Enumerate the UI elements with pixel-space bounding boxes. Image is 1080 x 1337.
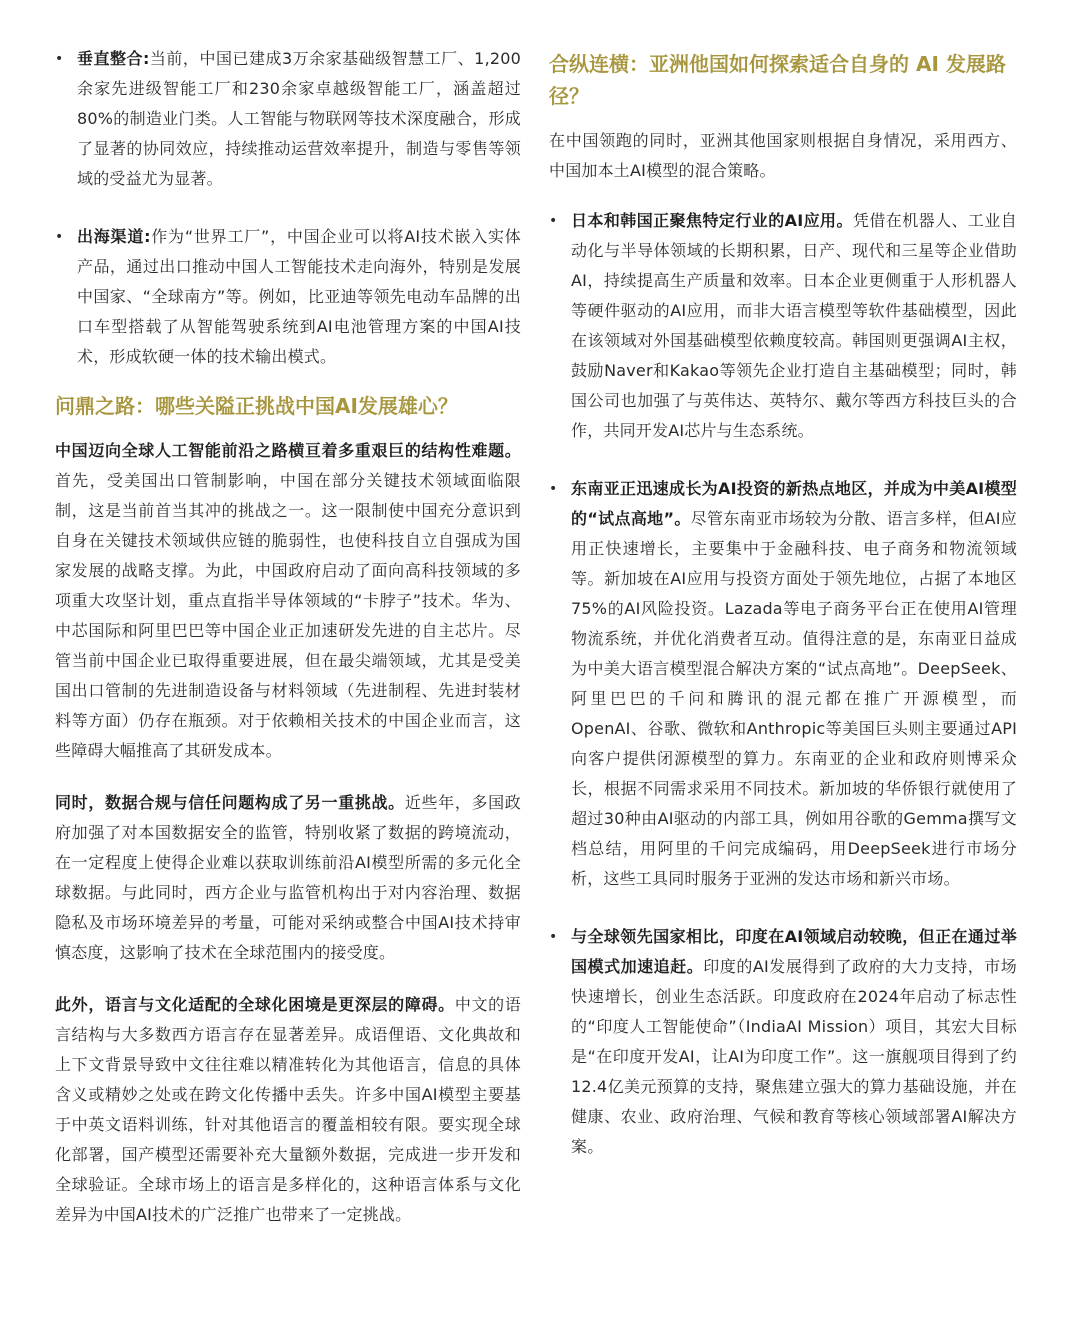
left-column <box>55 44 521 1252</box>
paragraph-body: 首先，受美国出口管制影响，中国在部分关键技术领域面临限制，这是当前首当其冲的挑战之一。这一限制使中国充分意识到自身在关键技术领域供应链的脆弱性，也使科技自立自强成为国家发展的战略支撑。为此，中国政府启动了面向高科技领域的多项重大攻坚计划，重点直指半导体领域的“卡脖子”技术。华为、中芯国际和阿里巴巴等中国企业正加速研发先进的自主芯片。尽管当前中国企业已取得重要进展，但在最尖端领域，尤其是受美国出口管制的先进制造设备与材料领域（先进制程、先进封装材料等方面）仍存在瓶颈。对于依赖相关技术的中国企业而言，这些障碍大幅推高了其研发成本。 <box>55 471 521 760</box>
list-item-southeast-asia <box>549 474 1017 894</box>
bullet-body: 作为“世界工厂”，中国企业可以将AI技术嵌入实体产品，通过出口推动中国人工智能技术走向海外，特别是发展中国家、“全球南方”等。例如，比亚迪等领先电动车品牌的出口车型搭载了从智能驾驶系统到AI电池管理方案的中国AI技术，形成软硬一体的技术输出模式。 <box>77 227 521 366</box>
bullet-text <box>571 474 1017 894</box>
bullet-dot-icon: • <box>549 481 558 497</box>
paragraph-lead: 中国迈向全球人工智能前沿之路横亘着多重艰巨的结构性难题。 <box>55 441 521 460</box>
bullet-text <box>571 922 1017 1162</box>
bullet-lead: 出海渠道: <box>77 227 151 246</box>
bullet-body: 尽管东南亚市场较为分散、语言多样，但AI应用正快速增长，主要集中于金融科技、电子商务和物流领域等。新加坡在AI应用与投资方面处于领先地位，占据了本地区75%的AI风险投资。Lazada等电子商务平台正在使用AI管理物流系统，并优化消费者互动。值得注意的是，东南亚日益成为中美大语言模型混合解决方案的“试点高地”。DeepSeek、阿里巴巴的千问和腾讯的混元都在推广开源模型，而OpenAI、谷歌、微软和Anthropic等美国巨头则主要通过API向客户提供闭源模型的算力。东南亚的企业和政府则博采众长，根据不同需求采用不同技术。新加坡的华侨银行就使用了超过30种由AI驱动的内部工具，例如用谷歌的Gemma撰写文档总结，用阿里的千问完成编码，用DeepSeek进行市场分析，这些工具同时服务于亚洲的发达市场和新兴市场。 <box>571 509 1017 888</box>
bullet-body: 当前，中国已建成3万余家基础级智慧工厂、1,200余家先进级智能工厂和230余家卓越级智能工厂，涵盖超过80%的制造业门类。人工智能与物联网等技术深度融合，形成了显著的协同效应，持续推动运营效率提升，制造与零售等领域的受益尤为显著。 <box>77 49 521 188</box>
bullet-lead: 日本和韩国正聚焦特定行业的AI应用。 <box>571 211 853 230</box>
paragraph-intro: 在中国领跑的同时，亚洲其他国家则根据自身情况，采用西方、中国加本土AI模型的混合策略。 <box>549 131 1017 180</box>
paragraph-lead: 同时，数据合规与信任问题构成了另一重挑战。 <box>55 793 405 812</box>
paragraph-data-compliance <box>55 788 521 968</box>
bullet-dot-icon: • <box>549 929 558 945</box>
left-bullet-list <box>55 44 521 372</box>
bullet-dot-icon: • <box>549 213 558 229</box>
bullet-body: 凭借在机器人、工业自动化与半导体领域的长期积累，日产、现代和三星等企业借助AI，持续提高生产质量和效率。日本企业更侧重于人形机器人等硬件驱动的AI应用，而非大语言模型等软件基础模型，因此在该领域对外国基础模型依赖度较高。韩国则更强调AI主权，鼓励Naver和Kakao等领先企业打造自主基础模型；同时，韩国公司也加强了与英伟达、英特尔、戴尔等西方科技巨头的合作，共同开发AI芯片与生态系统。 <box>571 211 1017 440</box>
paragraph-lead: 此外，语言与文化适配的全球化困境是更深层的障碍。 <box>55 995 455 1014</box>
bullet-text <box>571 206 1017 446</box>
list-item-export-channel <box>55 222 521 372</box>
bullet-text <box>77 44 521 194</box>
bullet-dot-icon: • <box>55 229 64 245</box>
bullet-dot-icon: • <box>55 51 64 67</box>
right-bullet-list <box>549 206 1017 1162</box>
paragraph-language-culture <box>55 990 521 1230</box>
section-heading-challenges: 问鼎之路：哪些关隘正挑战中国AI发展雄心？ <box>55 394 458 418</box>
list-item-india <box>549 922 1017 1162</box>
bullet-lead: 与全球领先国家相比，印度在AI领域启动较晚，但正在通过举国模式加速追赶。 <box>571 927 1017 976</box>
bullet-text <box>77 222 521 372</box>
paragraph-body: 中文的语言结构与大多数西方语言存在显著差异。成语俚语、文化典故和上下文背景导致中文往往难以精准转化为其他语言，信息的具体含义或精妙之处或在跨文化传播中丢失。许多中国AI模型主要基于中英文语料训练，针对其他语言的覆盖相较有限。要实现全球化部署，国产模型还需要补充大量额外数据，完成进一步开发和全球验证。全球市场上的语言是多样化的，这种语言体系与文化差异为中国AI技术的广泛推广也带来了一定挑战。 <box>55 995 521 1224</box>
right-column <box>549 48 1017 1190</box>
list-item-japan-korea <box>549 206 1017 446</box>
bullet-lead: 东南亚正迅速成长为AI投资的新热点地区，并成为中美AI模型的“试点高地”。 <box>571 479 1017 528</box>
list-item-vertical-integration <box>55 44 521 194</box>
bullet-lead: 垂直整合: <box>77 49 150 68</box>
bullet-body: 印度的AI发展得到了政府的大力支持，市场快速增长，创业生态活跃。印度政府在2024年启动了标志性的“印度人工智能使命”（IndiaAI Mission）项目，其宏大目标是“在印度开发AI，让AI为印度工作”。这一旗舰项目得到了约12.4亿美元预算的支持，聚焦建立强大的算力基础设施，并在健康、农业、政府治理、气候和教育等核心领域部署AI解决方案。 <box>571 957 1017 1156</box>
section-heading-asia-paths: 合纵连横：亚洲他国如何探索适合自身的 AI 发展路径？ <box>549 52 1006 108</box>
paragraph-structural-challenges <box>55 436 521 766</box>
paragraph-body: 近些年，多国政府加强了对本国数据安全的监管，特别收紧了数据的跨境流动，在一定程度上使得企业难以获取训练前沿AI模型所需的多元化全球数据。与此同时，西方企业与监管机构出于对内容治理、数据隐私及市场环境差异的考量，可能对采纳或整合中国AI技术持审慎态度，这影响了技术在全球范围内的接受度。 <box>55 793 521 962</box>
